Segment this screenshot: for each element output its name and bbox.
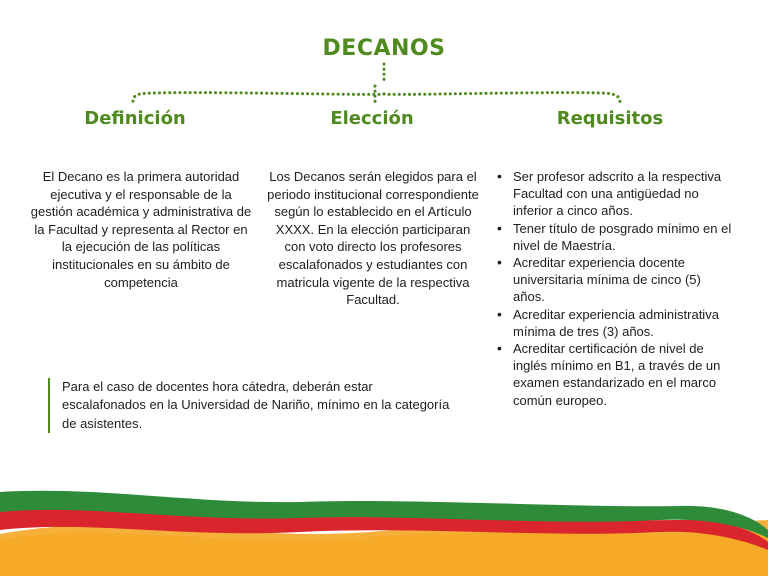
requisitos-list [497, 168, 733, 409]
list-item: • Acreditar experiencia administrativa mínima de tres (3) años. [513, 306, 733, 340]
heading-eleccion: Elección [330, 108, 414, 129]
list-item: • Ser profesor adscrito a la respectiva Facultad con una antigüedad no inferior a cinco años. [513, 168, 733, 220]
list-item: • Acreditar experiencia docente universitaria mínima de cinco (5) años. [513, 254, 733, 306]
decorative-waves [0, 480, 768, 576]
heading-requisitos: Requisitos [556, 108, 664, 129]
list-item: • Tener título de posgrado mínimo en el nivel de Maestría. [513, 220, 733, 254]
connector-branch-left [133, 93, 384, 104]
definicion-text: El Decano es la primera autoridad ejecutiva y el responsable de la gestión académica y administrativa de la Facultad y representa al Rector en la ejecución de las políticas institucionales en su ámbito de competencia [30, 169, 252, 290]
note-text: Para el caso de docentes hora cátedra, deberán estar escalafonados en la Universidad de Nariño, mínimo en la categoría de asistentes. [48, 378, 452, 433]
connector-branch-right [384, 93, 620, 104]
eleccion-text: Los Decanos serán elegidos para el periodo institucional correspondiente según lo establecido en el Artículo XXXX. En la elección participaran con voto directo los profesores escalafonados y estudiantes con matricula vigente de la respectiva Facultad. [267, 169, 479, 308]
heading-definicion: Definición [84, 108, 186, 129]
list-item: • Acreditar certificación de nivel de inglés mínimo en B1, a través de un examen estandarizado en el marco común europeo. [513, 340, 733, 409]
page-title: DECANOS [322, 36, 446, 61]
tree-connectors [0, 0, 768, 120]
